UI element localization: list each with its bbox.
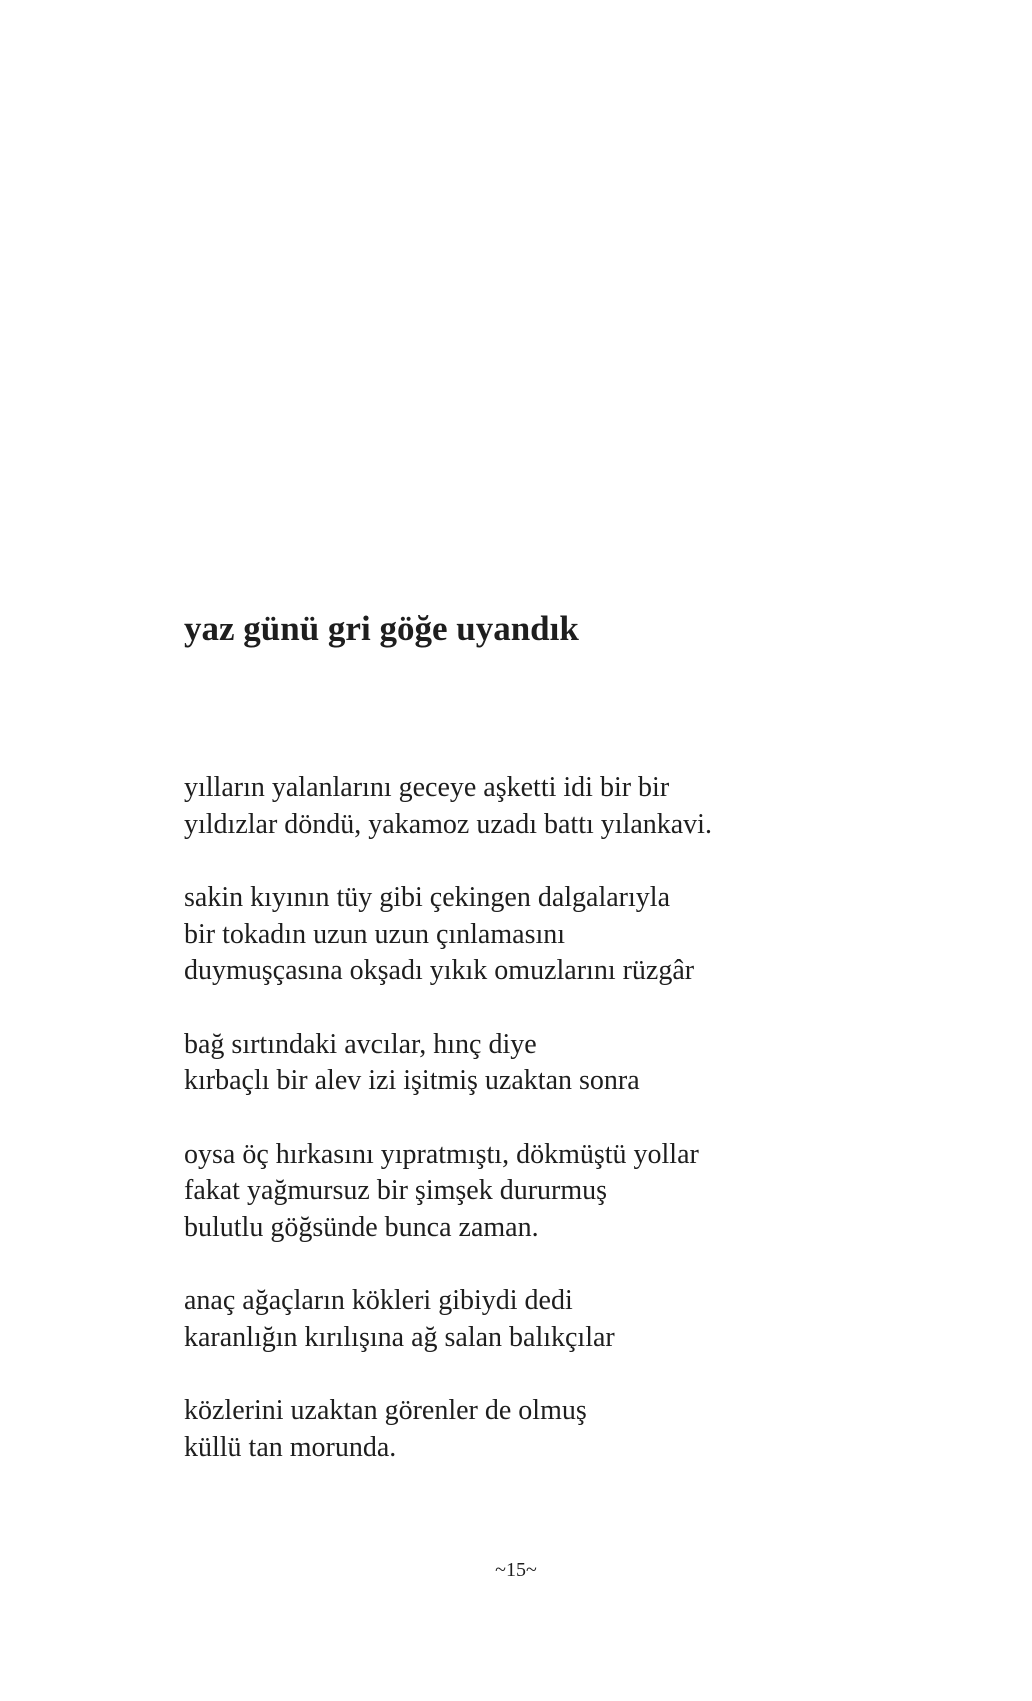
poem-line: bağ sırtındaki avcılar, hınç diye — [184, 1028, 537, 1060]
poem-title: yaz günü gri göğe uyandık — [184, 609, 579, 648]
stanza-1 — [184, 770, 712, 843]
poem-line: fakat yağmursuz bir şimşek dururmuş — [184, 1175, 608, 1206]
poem-line: közlerini uzaktan görenler de olmuş — [184, 1395, 587, 1426]
poem-line: yılların yalanlarını geceye aşketti idi bir bir — [184, 772, 670, 803]
stanza-3 — [184, 1027, 712, 1100]
poem-line: duymuşçasına okşadı yıkık omuzlarını rüzgâr — [184, 955, 695, 986]
poem-line: bir tokadın uzun uzun çınlamasını — [184, 918, 566, 950]
stanza-2 — [184, 880, 712, 990]
stanza-6 — [184, 1393, 712, 1466]
poem-line: bulutlu göğsünde bunca zaman. — [184, 1211, 539, 1243]
stanza-4 — [184, 1137, 712, 1247]
poem-line: sakin kıyının tüy gibi çekingen dalgalarıyla — [184, 882, 670, 913]
page-number: ~15~ — [495, 1559, 537, 1581]
poem-line: kırbaçlı bir alev izi işitmiş uzaktan sonra — [184, 1065, 640, 1096]
poem-body — [184, 770, 712, 1503]
poem-line: yıldızlar döndü, yakamoz uzadı battı yılankavi. — [184, 808, 712, 840]
poem-line: karanlığın kırılışına ağ salan balıkçılar — [184, 1321, 615, 1353]
poem-line: anaç ağaçların kökleri gibiydi dedi — [184, 1285, 573, 1316]
poem-line: küllü tan morunda. — [184, 1431, 397, 1463]
stanza-5 — [184, 1283, 712, 1356]
poem-line: oysa öç hırkasını yıpratmıştı, dökmüştü yollar — [184, 1138, 699, 1170]
